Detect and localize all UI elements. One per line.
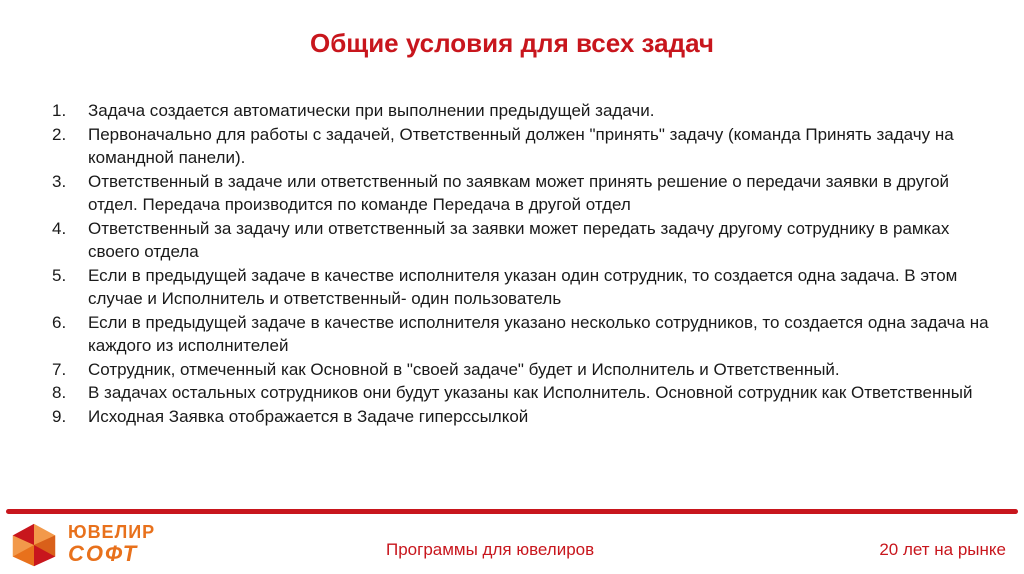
list-item	[52, 217, 1002, 264]
logo-text-top: ЮВЕЛИР	[68, 522, 156, 542]
item-number: 5.	[52, 265, 67, 285]
list-item	[52, 311, 1002, 358]
logo-gem-icon	[8, 521, 60, 569]
list-item	[52, 358, 1002, 382]
list-item	[52, 381, 1002, 405]
list-item	[52, 170, 1002, 217]
list-item	[52, 99, 1002, 123]
item-number: 4.	[52, 218, 67, 238]
item-number: 6.	[52, 312, 67, 332]
list-item	[52, 264, 1002, 311]
conditions-list	[52, 99, 1002, 428]
item-text: Первоначально для работы с задачей, Ответственный должен "принять" задачу (команда Принять задачу на командной панели).	[88, 124, 954, 167]
footer-tagline: Программы для ювелиров	[386, 540, 595, 559]
item-text: Ответственный в задаче или ответственный по заявкам может принять решение о передачи заявки в другой отдел. Передача производится по команде Передача в другой отдел	[88, 171, 950, 214]
page-title: Общие условия для всех задач	[309, 28, 715, 58]
item-number: 3.	[52, 171, 67, 191]
footer-years: 20 лет на рынке	[879, 540, 1006, 559]
company-logo	[8, 521, 178, 569]
item-number: 2.	[52, 124, 67, 144]
item-text: Задача создается автоматически при выполнении предыдущей задачи.	[88, 101, 655, 120]
list-item	[52, 123, 1002, 170]
item-text: В задачах остальных сотрудников они будут указаны как Исполнитель. Основной сотрудник как Ответственный	[88, 383, 973, 402]
footer-divider	[6, 509, 1018, 514]
item-text: Если в предыдущей задаче в качестве исполнителя указано несколько сотрудников, то создается одна задача на каждого из исполнителей	[88, 312, 989, 355]
list-item	[52, 405, 1002, 429]
item-text: Если в предыдущей задаче в качестве исполнителя указан один сотрудник, то создается одна задача. В этом случае и Исполнитель и ответственный- один пользователь	[88, 265, 958, 308]
item-text: Исходная Заявка отображается в Задаче гиперссылкой	[88, 406, 529, 426]
item-text: Ответственный за задачу или ответственный за заявки может передать задачу другому сотруднику в рамках своего отдела	[88, 218, 950, 261]
item-text: Сотрудник, отмеченный как Основной в "своей задаче" будет и Исполнитель и Ответственный.	[88, 359, 840, 379]
item-number: 9.	[52, 406, 67, 426]
item-number: 7.	[52, 359, 67, 379]
item-number: 8.	[52, 383, 67, 402]
logo-text-bottom: СОФТ	[68, 541, 139, 566]
item-number: 1.	[52, 101, 67, 120]
